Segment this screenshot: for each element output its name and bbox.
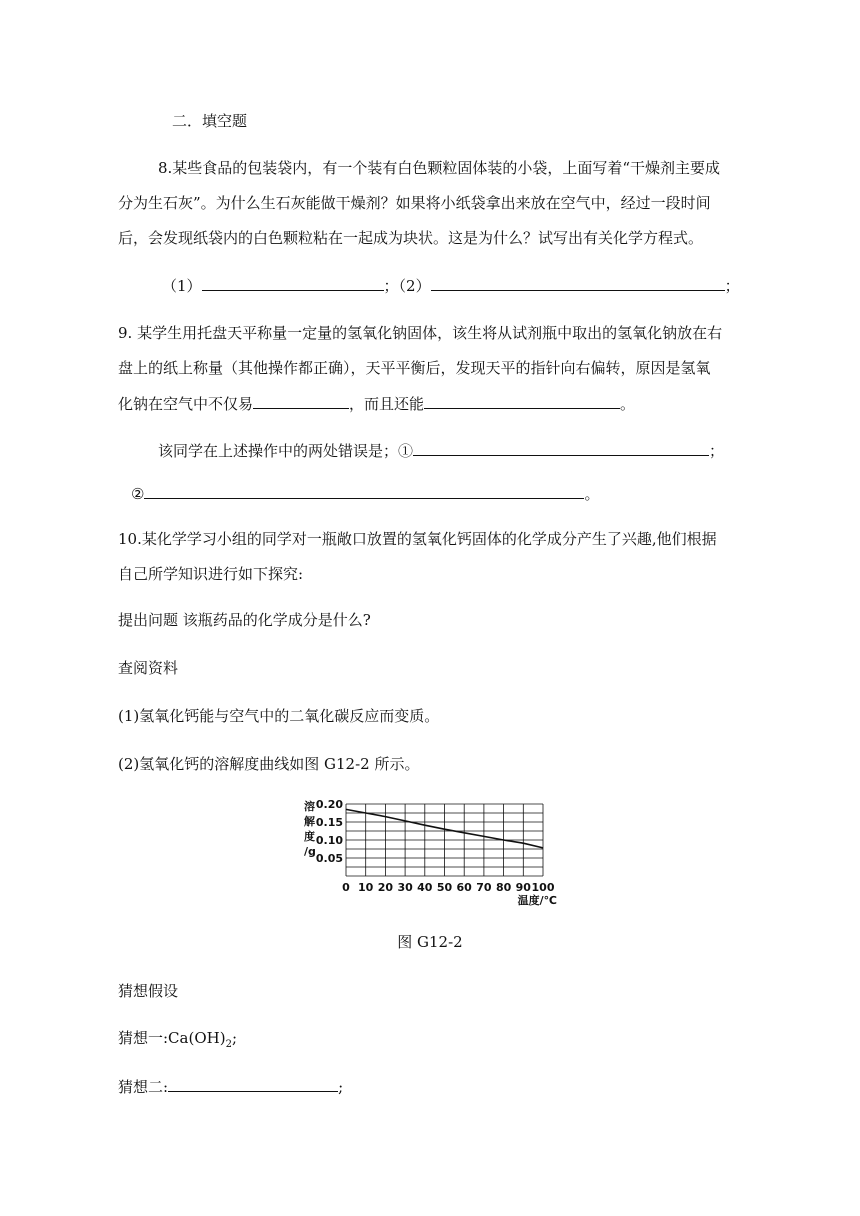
q10-line-1: 10.某化学学习小组的同学对一瓶敞口放置的氢氧化钙固体的化学成分产生了兴趣,他们根据	[118, 530, 717, 548]
q9-line-3	[118, 393, 635, 414]
y-tick-label: 0.15	[315, 816, 343, 829]
q9-line-2: 盘上的纸上称量（其他操作都正确），天平平衡后，发现天平的指针向右偏转，原因是氢氧	[118, 359, 711, 377]
y-label-char: 溶	[304, 800, 315, 813]
q9-line-3-text-b: ，而且还能	[349, 395, 425, 413]
q8-line-2: 分为生石灰”。为什么生石灰能做干燥剂？如果将小纸袋拿出来放在空气中，经过一段时间	[118, 194, 711, 212]
y-label-char: 度	[304, 830, 315, 843]
q9-blank-4[interactable]	[144, 483, 584, 499]
q10-fact-1: (1)氢氧化钙能与空气中的二氧化碳反应而变质。	[118, 707, 440, 725]
x-tick-label: 40	[417, 881, 433, 894]
q8-answer-line	[162, 275, 740, 296]
q9-line-5-end: 。	[584, 485, 600, 503]
q10-fact-2: (2)氢氧化钙的溶解度曲线如图 G12-2 所示。	[118, 755, 420, 773]
x-tick-label: 60	[456, 881, 472, 894]
guess-2	[118, 1076, 343, 1097]
q8-separator: ；（2）	[383, 277, 431, 295]
chart-x-label: 温度/℃	[517, 894, 557, 907]
q9-blank-3[interactable]	[413, 440, 709, 456]
y-tick-label: 0.10	[315, 834, 343, 847]
q9-blank-1[interactable]	[253, 393, 349, 409]
x-tick-label: 100	[531, 881, 555, 894]
q9-line-1: 9. 某学生用托盘天平称量一定量的氢氧化钠固体，该生将从试剂瓶中取出的氢氧化钠放在右	[118, 324, 723, 342]
q8-line-3: 后，会发现纸袋内的白色颗粒粘在一起成为块状。这是为什么？试写出有关化学方程式。	[118, 229, 704, 247]
q10-lookup-heading: 查阅资料	[118, 659, 179, 677]
q10-line-2: 自己所学知识进行如下探究:	[118, 565, 304, 583]
q9-line-4-text: 该同学在上述操作中的两处错误是；①	[158, 442, 414, 460]
y-tick-label: 0.20	[315, 798, 343, 811]
x-tick-label: 50	[436, 881, 453, 894]
q9-line-5-text: ②	[131, 485, 145, 503]
q8-line-1: 8.某些食品的包装袋内，有一个装有白色颗粒固体装的小袋，上面写着“干燥剂主要成	[158, 159, 720, 177]
q10-question: 提出问题 该瓶药品的化学成分是什么?	[118, 611, 371, 629]
x-tick-label: 10	[358, 881, 374, 894]
solubility-chart	[296, 794, 571, 912]
q9-line-4	[158, 440, 724, 461]
q8-blank-2[interactable]	[431, 275, 725, 291]
x-tick-label: 20	[377, 881, 394, 894]
y-label-char: /g	[304, 845, 316, 858]
guess-1	[118, 1028, 237, 1055]
q9-line-3-text-a: 化钠在空气中不仅易	[118, 395, 254, 413]
guess-1-end: ;	[231, 1029, 237, 1047]
chart-y-ticks	[316, 798, 343, 865]
x-tick-label: 70	[476, 881, 492, 894]
q9-line-4-end: ；	[709, 442, 725, 460]
guess-1-subscript: 2	[225, 1039, 232, 1050]
q9-blank-2[interactable]	[424, 393, 620, 409]
chart-x-ticks	[342, 881, 555, 894]
q9-line-3-text-c: 。	[620, 395, 636, 413]
q8-end: ；	[724, 277, 740, 295]
q9-line-5	[131, 483, 599, 504]
chart-y-label	[304, 799, 316, 858]
x-tick-label: 0	[342, 881, 350, 894]
q8-label-1: （1）	[162, 277, 202, 295]
section-title: 二．填空题	[172, 112, 248, 130]
hypothesis-heading: 猜想假设	[118, 982, 179, 1000]
guess-2-text: 猜想二:	[118, 1078, 169, 1096]
q8-blank-1[interactable]	[202, 275, 384, 291]
guess-2-end: ;	[338, 1078, 344, 1096]
x-tick-label: 30	[397, 881, 413, 894]
x-tick-label: 80	[495, 881, 512, 894]
figure-caption: 图 G12-2	[397, 933, 463, 951]
y-tick-label: 0.05	[315, 852, 343, 865]
guess-2-blank[interactable]	[168, 1076, 338, 1092]
x-tick-label: 90	[515, 881, 531, 894]
guess-1-text: 猜想一:Ca(OH)	[118, 1029, 226, 1047]
y-label-char: 解	[304, 815, 315, 828]
